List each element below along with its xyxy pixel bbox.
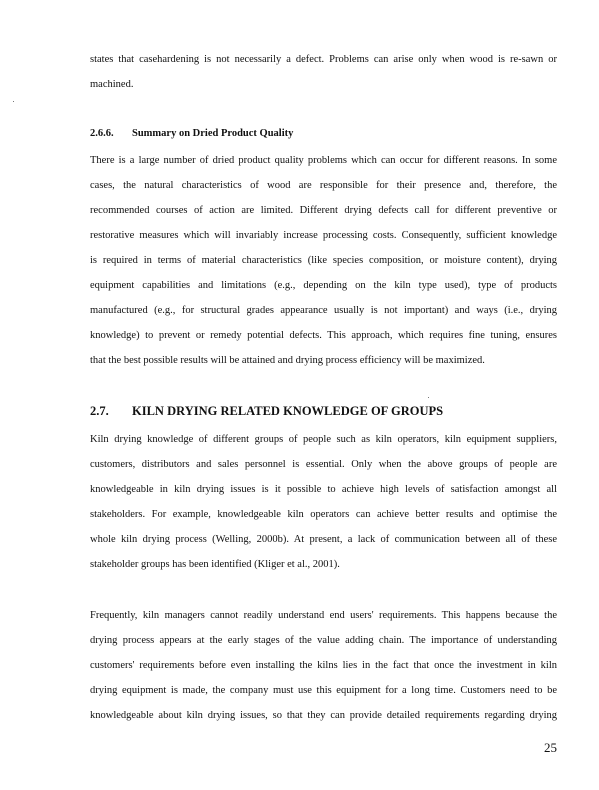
- continuation-line-1: states that casehardening is not necessarily a defect. Problems can arise only when wood is re-sawn or: [90, 54, 557, 65]
- paragraph-line: knowledge) to prevent or remedy potential defects. This approach, which requires fine tuning, ensures: [90, 330, 557, 341]
- paragraph-line: stakeholder groups has been identified (Kliger et al., 2001).: [90, 559, 340, 570]
- paragraph-line: equipment capabilities and limitations (e.g., depending on the kiln type used), type of products: [90, 280, 557, 291]
- section-heading-2-7: [90, 404, 443, 419]
- paragraph-line: stakeholders. For example, knowledgeable kiln operators can achieve better results and optimise the: [90, 509, 557, 520]
- section-number: 2.6.6.: [90, 128, 114, 139]
- paragraph-line: recommended courses of action are limited. Different drying defects call for different preventive or: [90, 205, 557, 216]
- section-title: Summary on Dried Product Quality: [132, 128, 294, 139]
- paragraph-line: customers' requirements before even installing the kilns lies in the fact that once the investment in kiln: [90, 660, 557, 671]
- continuation-line-2: machined.: [90, 79, 134, 90]
- paragraph-line: whole kiln drying process (Welling, 2000b). At present, a lack of communication between all of these: [90, 534, 557, 545]
- paragraph-line: cases, the natural characteristics of wood are responsible for their presence and, therefore, the: [90, 180, 557, 191]
- section-title: KILN DRYING RELATED KNOWLEDGE OF GROUPS: [132, 404, 444, 418]
- page-number: 25: [544, 740, 557, 755]
- paragraph-line: knowledgeable in kiln drying issues is it possible to achieve high levels of satisfaction amongst all: [90, 484, 557, 495]
- paragraph-line: There is a large number of dried product quality problems which can occur for different reasons. In some: [90, 155, 557, 166]
- paragraph-line: restorative measures which will invariably increase processing costs. Consequently, sufficient knowledge: [90, 230, 557, 241]
- scan-speck: [13, 101, 14, 102]
- paragraph-line: drying process appears at the early stages of the value adding chain. The importance of understanding: [90, 635, 557, 646]
- paragraph-line: is required in terms of material characteristics (like species composition, or moisture content), drying: [90, 255, 557, 266]
- paragraph-line: manufactured (e.g., for structural grades appearance usually is not important) and ways (i.e., drying: [90, 305, 557, 316]
- paragraph-line: that the best possible results will be attained and drying process efficiency will be maximized.: [90, 355, 485, 366]
- scan-speck: [428, 397, 429, 398]
- paragraph-line: knowledgeable about kiln drying issues, so that they can provide detailed requirements regarding drying: [90, 710, 557, 721]
- paragraph-line: Frequently, kiln managers cannot readily understand end users' requirements. This happens because the: [90, 610, 557, 621]
- section-heading-2-6-6: [90, 128, 293, 139]
- section-number: 2.7.: [90, 404, 109, 418]
- paragraph-line: customers, distributors and sales personnel is essential. Only when the above groups of people are: [90, 459, 557, 470]
- paragraph-line: drying equipment is made, the company must use this equipment for a long time. Customers need to be: [90, 685, 557, 696]
- paragraph-line: Kiln drying knowledge of different groups of people such as kiln operators, kiln equipment suppliers,: [90, 434, 557, 445]
